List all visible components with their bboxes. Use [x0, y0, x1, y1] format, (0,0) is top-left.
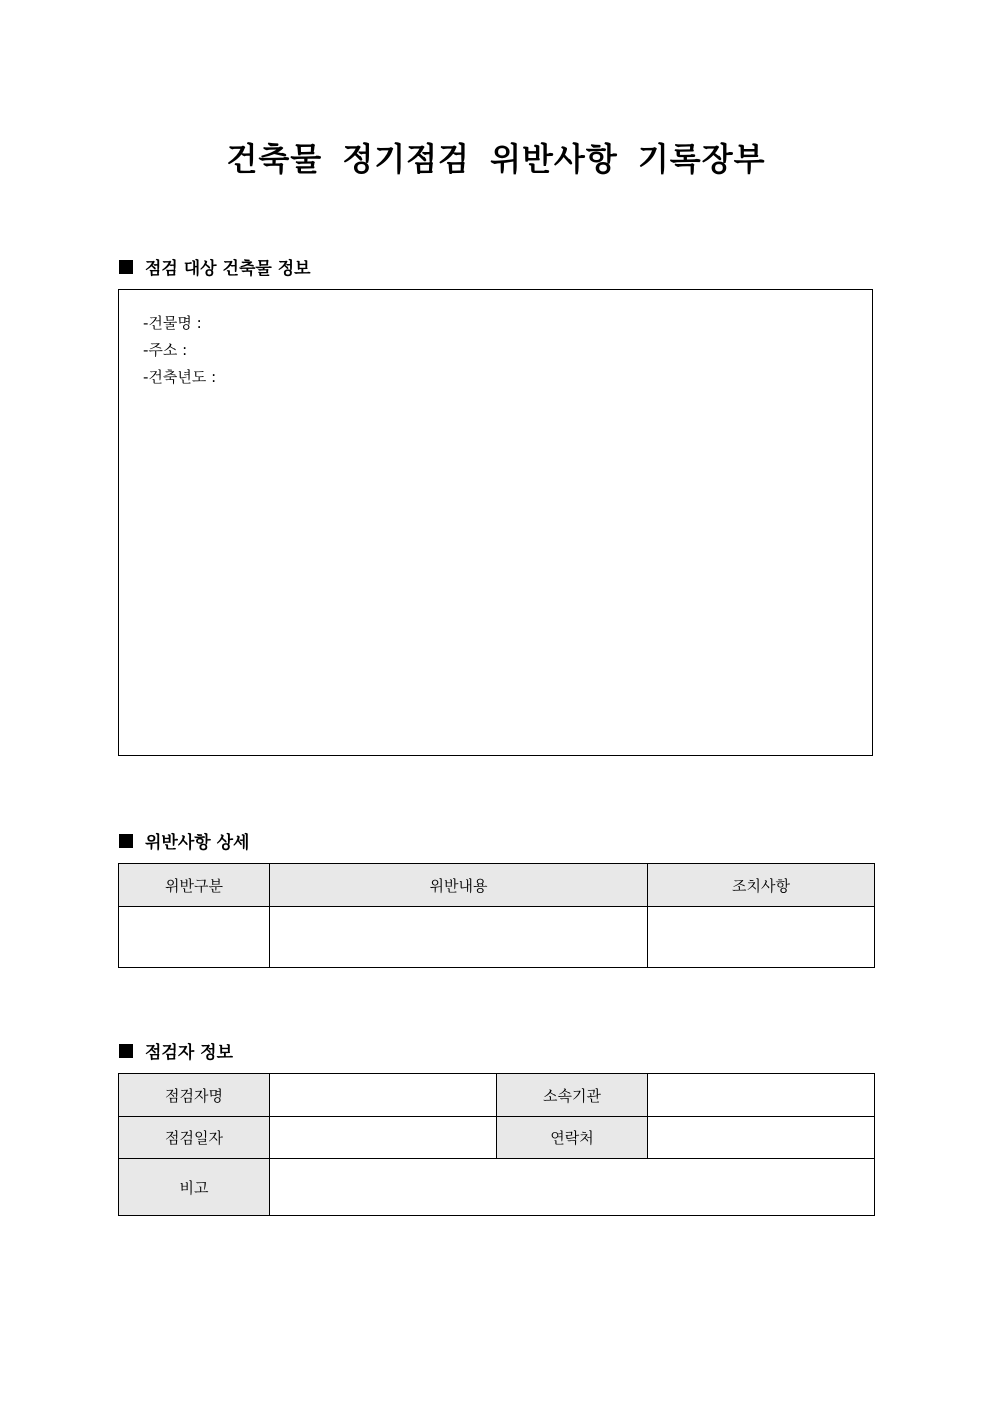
construction-year-line: -건축년도 : — [143, 368, 217, 386]
inspection-date-label: 점검일자 — [119, 1117, 270, 1159]
square-bullet-icon — [119, 260, 133, 274]
section-heading-inspector-info — [119, 1038, 233, 1063]
table-row — [119, 1159, 875, 1216]
building-name-line: -건물명 : — [143, 314, 202, 332]
inspector-name-field[interactable] — [270, 1074, 497, 1117]
section-heading-building-info — [119, 254, 311, 279]
affiliation-field[interactable] — [648, 1074, 875, 1117]
action-taken-cell[interactable] — [648, 907, 875, 968]
table-header-row — [119, 864, 875, 907]
inspection-date-field[interactable] — [270, 1117, 497, 1159]
inspector-table — [118, 1073, 875, 1216]
section-heading-label: 점검자 정보 — [145, 1043, 234, 1063]
violation-content-cell[interactable] — [270, 907, 648, 968]
section-heading-violation-details — [119, 828, 249, 853]
table-row — [119, 907, 875, 968]
column-header-violation-content: 위반내용 — [270, 864, 648, 907]
inspector-name-label: 점검자명 — [119, 1074, 270, 1117]
building-info-box[interactable] — [118, 289, 873, 756]
table-row — [119, 1074, 875, 1117]
remarks-field[interactable] — [270, 1159, 875, 1216]
square-bullet-icon — [119, 834, 133, 848]
contact-label: 연락처 — [497, 1117, 648, 1159]
contact-field[interactable] — [648, 1117, 875, 1159]
address-line: -주소 : — [143, 341, 188, 359]
column-header-action-taken: 조치사항 — [648, 864, 875, 907]
affiliation-label: 소속기관 — [497, 1074, 648, 1117]
section-heading-label: 위반사항 상세 — [145, 833, 250, 853]
violation-table — [118, 863, 875, 968]
page-title: 건축물 정기점검 위반사항 기록장부 — [226, 140, 766, 178]
remarks-label: 비고 — [119, 1159, 270, 1216]
section-heading-label: 점검 대상 건축물 정보 — [145, 259, 311, 279]
violation-type-cell[interactable] — [119, 907, 270, 968]
column-header-violation-type: 위반구분 — [119, 864, 270, 907]
square-bullet-icon — [119, 1044, 133, 1058]
table-row — [119, 1117, 875, 1159]
